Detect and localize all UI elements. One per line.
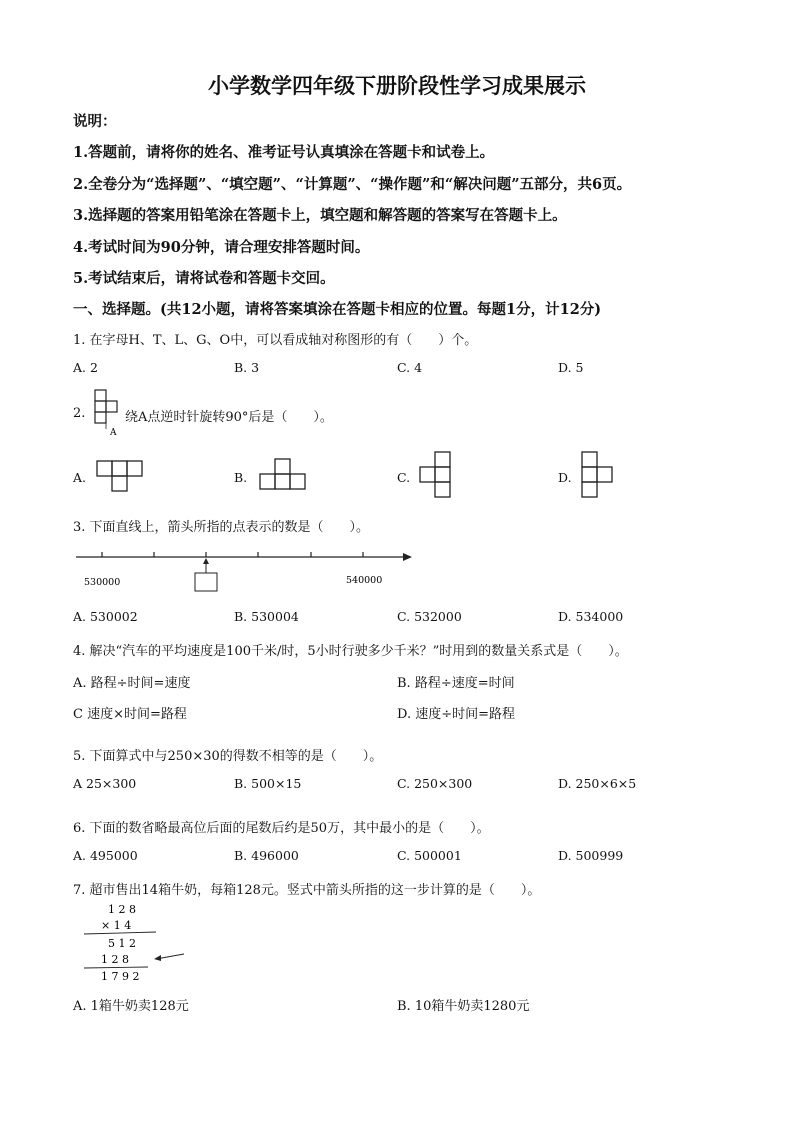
q3-option-a[interactable]: A. 530002 [73, 609, 138, 624]
question-5-text: 5. 下面算式中与250×30的得数不相等的是（ ）。 [73, 749, 383, 764]
note-item-1: 1.答题前，请将你的姓名、准考证号认真填涂在答题卡和试卷上。 [73, 144, 495, 161]
q2-option-c[interactable]: C. [397, 470, 411, 485]
q1-option-a[interactable]: A. 2 [73, 360, 98, 375]
q6-option-d[interactable]: D. 500999 [558, 848, 624, 863]
q4-option-d[interactable]: D. 速度÷时间=路程 [397, 707, 516, 722]
q2-point-a-label: A [110, 428, 117, 438]
notes-heading: 说明： [73, 113, 117, 130]
calc-line-4: 1 2 8 [101, 953, 129, 966]
q1-option-b[interactable]: B. 3 [234, 360, 260, 375]
q4-option-a[interactable]: A. 路程÷时间=速度 [73, 676, 191, 691]
q2-option-d-shape[interactable] [581, 451, 615, 501]
note-item-2: 2.全卷分为“选择题”、“填空题”、“计算题”、“操作题”和“解决问题”五部分，共6页。 [73, 176, 632, 193]
q6-option-a[interactable]: A. 495000 [73, 848, 138, 863]
q3-option-c[interactable]: C. 532000 [397, 609, 462, 624]
q4-option-c[interactable]: C 速度×时间=路程 [73, 707, 187, 722]
q2-option-b[interactable]: B. [234, 470, 248, 485]
q7-vertical-multiplication [80, 902, 190, 987]
section-heading-choice: 一、选择题。(共12小题，请将答案填涂在答题卡相应的位置。每题1分，计12分) [73, 301, 602, 318]
q3-option-b[interactable]: B. 530004 [234, 609, 299, 624]
q6-option-b[interactable]: B. 496000 [234, 848, 299, 863]
q6-option-c[interactable]: C. 500001 [397, 848, 462, 863]
question-2-text: 绕A点逆时针旋转90°后是（ ）。 [125, 410, 333, 425]
q2-option-c-shape[interactable] [419, 451, 453, 501]
note-item-4: 4.考试时间为90分钟，请合理安排答题时间。 [73, 239, 370, 256]
question-1-text: 1. 在字母H、T、L、G、O中，可以看成轴对称图形的有（ ）个。 [73, 333, 478, 348]
q3-option-d[interactable]: D. 534000 [558, 609, 624, 624]
q3-number-line [74, 548, 414, 598]
q7-option-a[interactable]: A. 1箱牛奶卖128元 [73, 999, 189, 1014]
q1-option-d[interactable]: D. 5 [558, 360, 584, 375]
q5-option-d[interactable]: D. 250×6×5 [558, 776, 637, 791]
calc-line-2: × 1 4 [101, 919, 132, 932]
question-4-text: 4. 解决“汽车的平均速度是100千米/时，5小时行驶多少千米？”时用到的数量关系式是（ ）。 [73, 644, 628, 659]
calc-line-3: 5 1 2 [108, 937, 136, 950]
question-6-text: 6. 下面的数省略最高位后面的尾数后约是50万，其中最小的是（ ）。 [73, 821, 490, 836]
q2-option-b-shape[interactable] [259, 458, 309, 492]
q4-option-b[interactable]: B. 路程÷速度=时间 [397, 676, 515, 691]
calc-line-5: 1 7 9 2 [101, 970, 140, 983]
q3-label-right: 540000 [346, 575, 383, 586]
question-7-text: 7. 超市售出14箱牛奶，每箱128元。竖式中箭头所指的这一步计算的是（ ）。 [73, 883, 541, 898]
q2-original-shape [92, 388, 122, 438]
q5-option-a[interactable]: A 25×300 [73, 776, 137, 791]
question-2-number: 2. [73, 406, 86, 421]
question-3-text: 3. 下面直线上，箭头所指的点表示的数是（ ）。 [73, 520, 370, 535]
calc-line-1: 1 2 8 [108, 903, 136, 916]
q1-option-c[interactable]: C. 4 [397, 360, 423, 375]
note-item-5: 5.考试结束后，请将试卷和答题卡交回。 [73, 270, 335, 287]
q3-label-left: 530000 [84, 577, 121, 588]
note-item-3: 3.选择题的答案用铅笔涂在答题卡上，填空题和解答题的答案写在答题卡上。 [73, 207, 567, 224]
page-title: 小学数学四年级下册阶段性学习成果展示 [208, 73, 586, 98]
q7-option-b[interactable]: B. 10箱牛奶卖1280元 [397, 999, 530, 1014]
q5-option-b[interactable]: B. 500×15 [234, 776, 302, 791]
q2-option-a[interactable]: A. [73, 470, 87, 485]
q5-option-c[interactable]: C. 250×300 [397, 776, 473, 791]
q2-option-d[interactable]: D. [558, 470, 572, 485]
q2-option-a-shape[interactable] [96, 460, 146, 494]
